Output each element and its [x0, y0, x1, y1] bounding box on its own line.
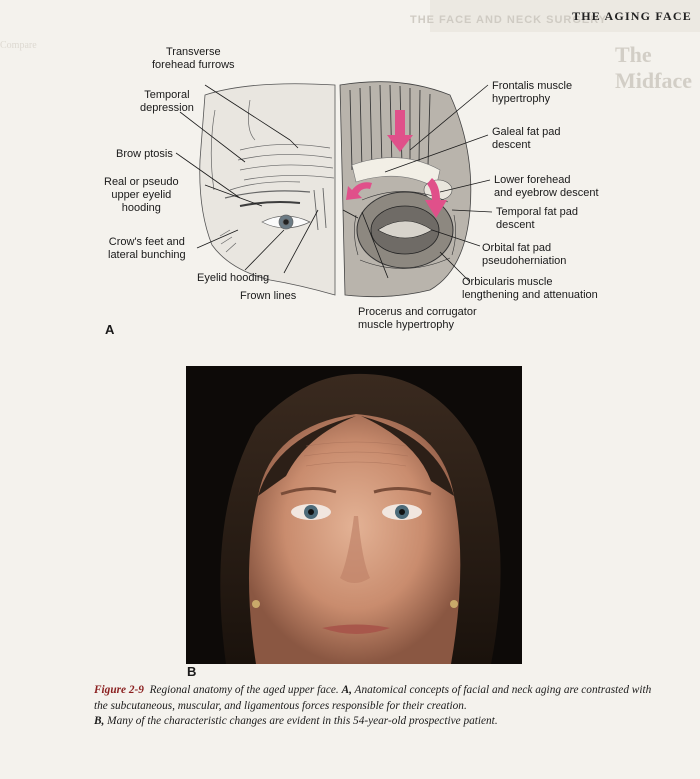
label-transverse-forehead-furrows: Transverse forehead furrows — [152, 46, 235, 71]
panel-letter-a: A — [105, 322, 115, 337]
bleed-section-heading: The Midface — [615, 42, 692, 93]
caption-title: Regional anatomy of the aged upper face. — [149, 684, 342, 696]
figure-panel-a — [0, 40, 700, 340]
label-upper-eyelid-hooding: Real or pseudo upper eyelid hooding — [104, 176, 179, 214]
patient-photograph — [186, 366, 522, 664]
caption-figure-number: Figure 2-9 — [94, 684, 144, 696]
figure-caption — [94, 683, 654, 730]
label-orbital-fat-pad: Orbital fat pad pseudoherniation — [482, 242, 567, 267]
patient-face-image — [186, 366, 522, 664]
panel-letter-b: B — [187, 664, 197, 679]
caption-marker-a: A, — [341, 684, 352, 696]
label-brow-ptosis: Brow ptosis — [116, 148, 173, 160]
label-eyelid-hooding: Eyelid hooding — [197, 272, 270, 284]
header-bleed-text: THE FACE AND NECK SURGERY — [410, 14, 608, 26]
label-galeal-fat-pad: Galeal fat pad descent — [492, 126, 561, 151]
running-header-title: THE AGING FACE — [572, 9, 692, 23]
label-temporal-fat-pad: Temporal fat pad descent — [496, 206, 578, 231]
caption-text-b: Many of the characteristic changes are evident in this 54-year-old prospective patient. — [104, 715, 498, 727]
label-lower-forehead: Lower forehead and eyebrow descent — [494, 174, 599, 199]
caption-marker-b: B, — [94, 715, 105, 727]
label-temporal-depression: Temporal depression — [140, 89, 194, 114]
label-frontalis: Frontalis muscle hypertrophy — [492, 80, 573, 105]
label-crows-feet: Crow's feet and lateral bunching — [108, 236, 186, 261]
label-procerus-corrugator: Procerus and corrugator muscle hypertrophy — [358, 306, 477, 331]
label-frown-lines: Frown lines — [240, 290, 297, 302]
bleed-left-text: Compare — [0, 40, 37, 51]
caption-text-a: Anatomical concepts of facial and neck aging are contrasted with the subcutaneous, muscular, and ligamentous forces responsible for their creation. — [94, 684, 652, 712]
label-orbicularis: Orbicularis muscle lengthening and attenuation — [462, 276, 598, 301]
